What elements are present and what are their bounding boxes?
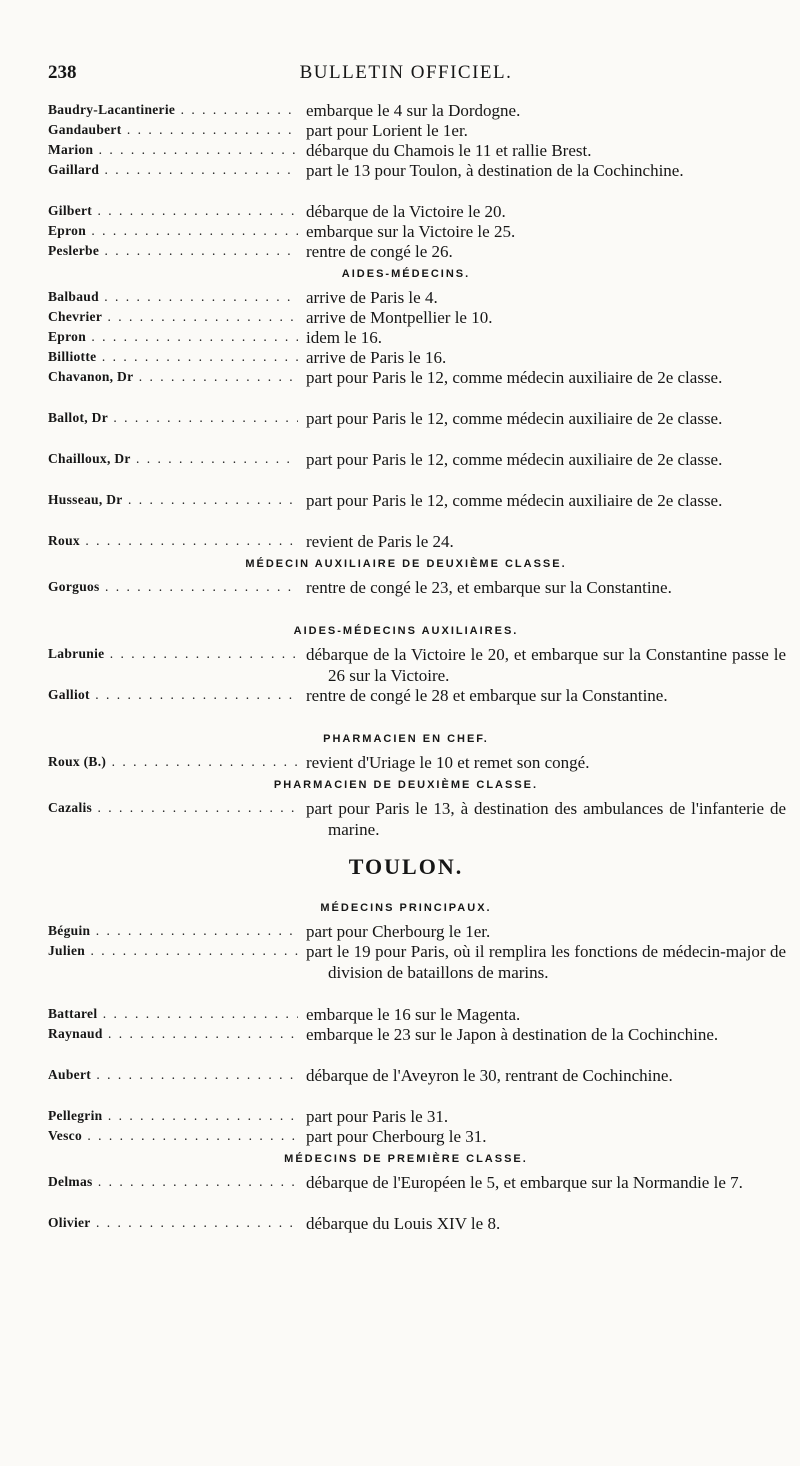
list-item (48, 449, 764, 490)
personnel-name: Epron . . . (48, 327, 298, 347)
list-item (48, 1024, 764, 1065)
personnel-name: Labrunie . . . (48, 644, 298, 664)
personnel-name: Roux (B.) . . . (48, 752, 298, 772)
personnel-name: Husseau, Dr . . . (48, 490, 298, 510)
movement-text: revient d'Uriage le 10 et remet son congé. (306, 753, 590, 772)
section-heading: PHARMACIEN EN CHEF. (323, 733, 489, 745)
list-item (48, 921, 764, 941)
personnel-name: Pellegrin . . . (48, 1106, 298, 1126)
personnel-name: Ballot, Dr . . . (48, 408, 298, 428)
list-item (48, 287, 764, 307)
personnel-name: Balbaud . . . (48, 287, 298, 307)
personnel-name: Gandaubert . . . (48, 120, 298, 140)
movement-text: débarque de la Victoire le 20, et embarque sur la Constantine passe le 26 sur la Victoire. (306, 645, 786, 685)
personnel-name: Raynaud . . . (48, 1024, 298, 1044)
personnel-name: Béguin . . . (48, 921, 298, 941)
list-item (48, 1065, 764, 1106)
personnel-name: Baudry-Lacantinerie . . . (48, 100, 298, 120)
personnel-name: Peslerbe . . . (48, 241, 298, 261)
personnel-name: Battarel . . . (48, 1004, 298, 1024)
page-number: 238 (48, 62, 77, 83)
movement-text: rentre de congé le 26. (306, 242, 453, 261)
movement-text: débarque de l'Européen le 5, et embarque sur la Normandie le 7. (306, 1173, 743, 1192)
personnel-name: Billiotte . . . (48, 347, 298, 367)
section-heading: PHARMACIEN DE DEUXIÈME CLASSE. (273, 779, 539, 791)
movement-text: embarque le 23 sur le Japon à destination de la Cochinchine. (306, 1025, 719, 1044)
section-heading: AIDES-MÉDECINS. (341, 268, 471, 280)
personnel-name: Gorguos . . . (48, 577, 298, 597)
list-item (48, 221, 764, 241)
list-item (48, 1172, 764, 1213)
list-item (48, 367, 764, 408)
list-item (48, 941, 786, 1004)
list-item (48, 1106, 764, 1126)
personnel-name: Galliot . . . (48, 685, 298, 705)
personnel-name: Chevrier . . . (48, 307, 298, 327)
city-heading: TOULON. (348, 854, 464, 879)
movement-text: embarque sur la Victoire le 25. (306, 222, 516, 241)
personnel-name: Chailloux, Dr . . . (48, 449, 298, 469)
section-heading: MÉDECINS PRINCIPAUX. (320, 902, 492, 914)
movement-text: débarque du Louis XIV le 8. (306, 1214, 501, 1233)
list-item (48, 160, 764, 201)
list-item (48, 241, 764, 261)
movement-text: part pour Cherbourg le 1er. (306, 922, 491, 941)
personnel-name: Epron . . . (48, 221, 298, 241)
list-item (48, 644, 786, 685)
personnel-name: Olivier . . . (48, 1213, 298, 1233)
document-body (48, 100, 786, 1233)
personnel-name: Roux . . . (48, 531, 298, 551)
movement-text: débarque de la Victoire le 20. (306, 202, 506, 221)
personnel-name: Vesco . . . (48, 1126, 298, 1146)
personnel-name: Marion . . . (48, 140, 298, 160)
movement-text: arrive de Paris le 4. (306, 288, 438, 307)
personnel-name: Gilbert . . . (48, 201, 298, 221)
movement-text: part le 19 pour Paris, où il remplira les fonctions de médecin-major de division de bataillons de marins. (306, 942, 786, 982)
personnel-name: Julien . . . (48, 941, 298, 961)
movement-text: revient de Paris le 24. (306, 532, 454, 551)
movement-text: débarque de l'Aveyron le 30, rentrant de Cochinchine. (306, 1066, 673, 1085)
movement-text: débarque du Chamois le 11 et rallie Brest. (306, 141, 592, 160)
movement-text: part pour Paris le 12, comme médecin auxiliaire de 2e classe. (306, 491, 723, 510)
list-item (48, 347, 764, 367)
movement-text: idem le 16. (306, 328, 383, 347)
personnel-name: Gaillard . . . (48, 160, 298, 180)
list-item (48, 307, 764, 327)
movement-text: part pour Paris le 12, comme médecin auxiliaire de 2e classe. (306, 450, 723, 469)
movement-text: embarque le 4 sur la Dordogne. (306, 101, 521, 120)
page-header (48, 62, 764, 90)
list-item (48, 798, 786, 839)
list-item (48, 1126, 764, 1146)
list-item (48, 752, 764, 772)
movement-text: part le 13 pour Toulon, à destination de la Cochinchine. (306, 161, 684, 180)
personnel-name: Chavanon, Dr . . . (48, 367, 298, 387)
movement-text: part pour Paris le 12, comme médecin auxiliaire de 2e classe. (306, 409, 723, 428)
section-heading: MÉDECIN AUXILIAIRE DE DEUXIÈME CLASSE. (245, 558, 567, 570)
list-item (48, 408, 764, 449)
movement-text: part pour Paris le 12, comme médecin auxiliaire de 2e classe. (306, 368, 723, 387)
list-item (48, 577, 764, 618)
movement-text: part pour Cherbourg le 31. (306, 1127, 487, 1146)
movement-text: part pour Lorient le 1er. (306, 121, 468, 140)
list-item (48, 531, 764, 551)
list-item (48, 685, 764, 726)
personnel-name: Delmas . . . (48, 1172, 298, 1192)
list-item (48, 1213, 764, 1233)
personnel-name: Aubert . . . (48, 1065, 298, 1085)
section-heading: AIDES-MÉDECINS AUXILIAIRES. (293, 625, 519, 637)
list-item (48, 140, 764, 160)
list-item (48, 201, 764, 221)
list-item (48, 327, 764, 347)
movement-text: rentre de congé le 23, et embarque sur la Constantine. (306, 578, 672, 597)
list-item (48, 100, 764, 120)
movement-text: part pour Paris le 31. (306, 1107, 449, 1126)
movement-text: arrive de Montpellier le 10. (306, 308, 493, 327)
movement-text: part pour Paris le 13, à destination des ambulances de l'infanterie de marine. (306, 799, 786, 839)
list-item (48, 490, 764, 531)
personnel-name: Cazalis . . . (48, 798, 298, 818)
movement-text: arrive de Paris le 16. (306, 348, 447, 367)
section-heading: MÉDECINS DE PREMIÈRE CLASSE. (284, 1153, 528, 1165)
list-item (48, 1004, 764, 1024)
list-item (48, 120, 764, 140)
running-title: BULLETIN OFFICIEL. (299, 62, 513, 83)
movement-text: embarque le 16 sur le Magenta. (306, 1005, 521, 1024)
movement-text: rentre de congé le 28 et embarque sur la Constantine. (306, 686, 668, 705)
